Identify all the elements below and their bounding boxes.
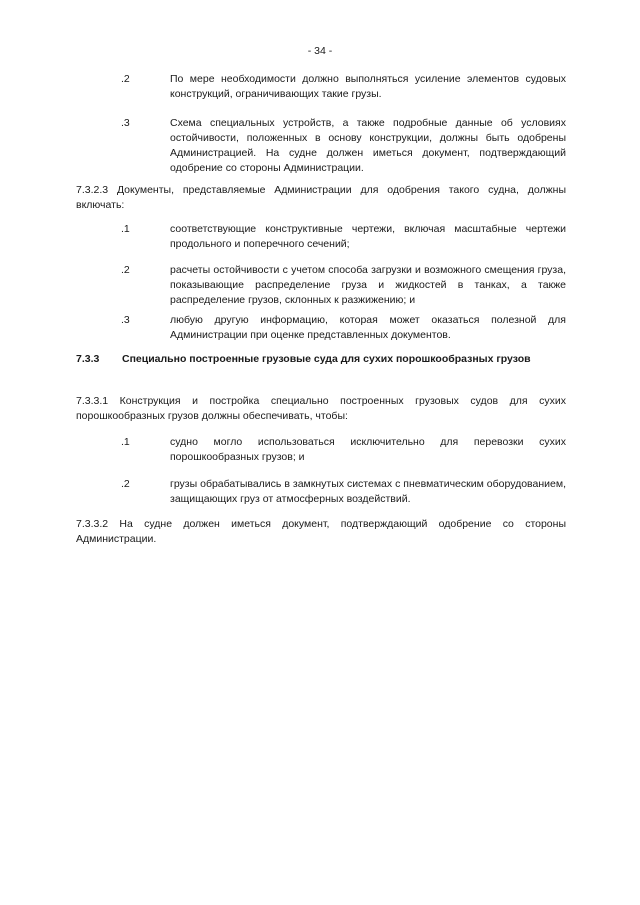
item-number: .3 — [121, 117, 130, 129]
item-text: расчеты остойчивости с учетом способа загрузки и возможного смещения груза, показывающие распределение груза и жидкостей в танках, а также распределение грузов, склонных к разжижению; и — [170, 264, 566, 306]
item-number: .2 — [121, 264, 130, 276]
heading-number: 7.3.3 — [76, 353, 100, 365]
page-number: - 34 - — [307, 45, 333, 57]
item-text: Схема специальных устройств, а также подробные данные об условиях остойчивости, положенных в основу конструкции, должны быть одобрены Администрацией. На судне должен иметься документ, подтверждающий одобрение со стороны Администрации. — [170, 117, 566, 174]
paragraph-7-3-2-3: 7.3.2.3 Документы, представляемые Администрации для одобрения такого судна, должны включать: — [76, 184, 566, 211]
item-text: По мере необходимости должно выполняться усиление элементов судовых конструкций, ограничивающих такие грузы. — [170, 73, 566, 100]
item-number: .2 — [121, 478, 130, 490]
item-text: грузы обрабатывались в замкнутых системах с пневматическим оборудованием, защищающих груз от атмосферных воздействий. — [170, 478, 566, 505]
paragraph-7-3-3-2: 7.3.3.2 На судне должен иметься документ, подтверждающий одобрение со стороны Администрации. — [76, 518, 566, 545]
item-text: судно могло использоваться исключительно для перевозки сухих порошкообразных грузов; и — [170, 436, 566, 463]
paragraph-7-3-3-1: 7.3.3.1 Конструкция и постройка специально построенных грузовых судов для сухих порошкообразных грузов должны обеспечивать, чтобы: — [76, 395, 566, 422]
item-number: .3 — [121, 314, 130, 326]
item-number: .2 — [121, 73, 130, 85]
item-number: .1 — [121, 223, 130, 235]
item-text: соответствующие конструктивные чертежи, включая масштабные чертежи продольного и поперечного сечений; — [170, 223, 566, 250]
item-text: любую другую информацию, которая может оказаться полезной для Администрации при оценке представленных документов. — [170, 314, 566, 341]
item-number: .1 — [121, 436, 130, 448]
heading-text: Специально построенные грузовые суда для сухих порошкообразных грузов — [122, 353, 531, 365]
